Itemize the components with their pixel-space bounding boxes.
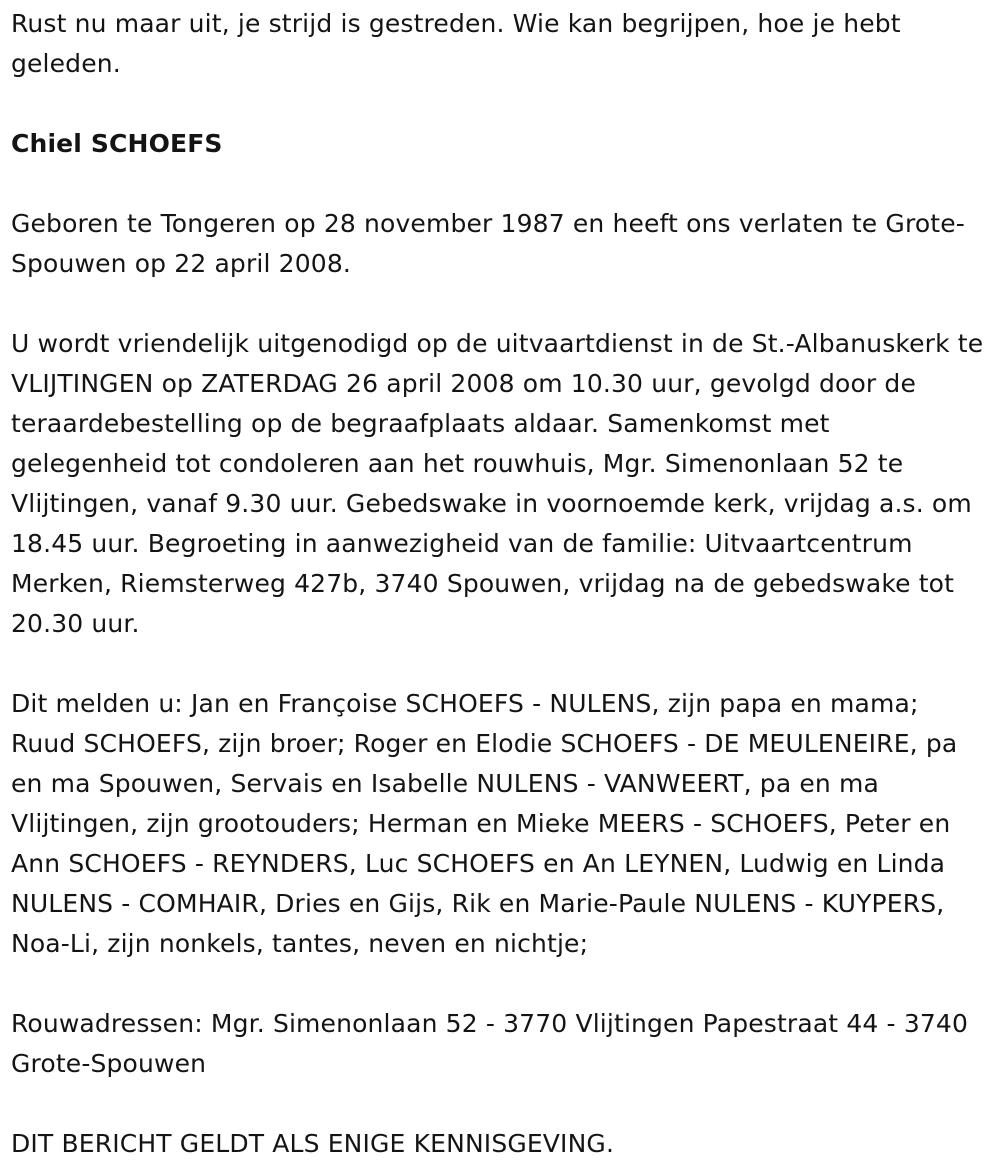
notice-paragraph: DIT BERICHT GELDT ALS ENIGE KENNISGEVING. — [11, 1129, 615, 1158]
obituary-document — [11, 4, 986, 1164]
addresses-paragraph: Rouwadressen: Mgr. Simenonlaan 52 - 3770 Vlijtingen Papestraat 44 - 3740 Grote-Spouwen — [11, 1009, 969, 1078]
birth-death-paragraph: Geboren te Tongeren op 28 november 1987 en heeft ons verlaten te Grote-Spouwen op 22 april 2008. — [11, 209, 965, 278]
family-paragraph: Dit melden u: Jan en Françoise SCHOEFS - NULENS, zijn papa en mama; Ruud SCHOEFS, zijn broer; Roger en Elodie SCHOEFS - DE MEULENEIRE, pa en ma Spouwen, Servais en Isabelle NULENS - VANWEERT, pa en ma Vlijtingen, zijn grootouders; Herman en Mieke MEERS - SCHOEFS, Peter en Ann SCHOEFS - REYNDERS, Luc SCHOEFS en An LEYNEN, Ludwig en Linda NULENS - COMHAIR, Dries en Gijs, Rik en Marie-Paule NULENS - KUYPERS, Noa-Li, zijn nonkels, tantes, neven en nichtje; — [11, 689, 958, 958]
funeral-info-paragraph: U wordt vriendelijk uitgenodigd op de uitvaartdienst in de St.-Albanuskerk te VLIJTINGEN op ZATERDAG 26 april 2008 om 10.30 uur, gevolgd door de teraardebestelling op de begraafplaats aldaar. Samenkomst met gelegenheid tot condoleren aan het rouwhuis, Mgr. Simenonlaan 52 te Vlijtingen, vanaf 9.30 uur. Gebedswake in voornoemde kerk, vrijdag a.s. om 18.45 uur. Begroeting in aanwezigheid van de familie: Uitvaartcentrum Merken, Riemsterweg 427b, 3740 Spouwen, vrijdag na de gebedswake tot 20.30 uur. — [11, 329, 984, 638]
verse-paragraph: Rust nu maar uit, je strijd is gestreden. Wie kan begrijpen, hoe je hebt geleden. — [11, 9, 901, 78]
deceased-name: Chiel SCHOEFS — [11, 129, 223, 158]
